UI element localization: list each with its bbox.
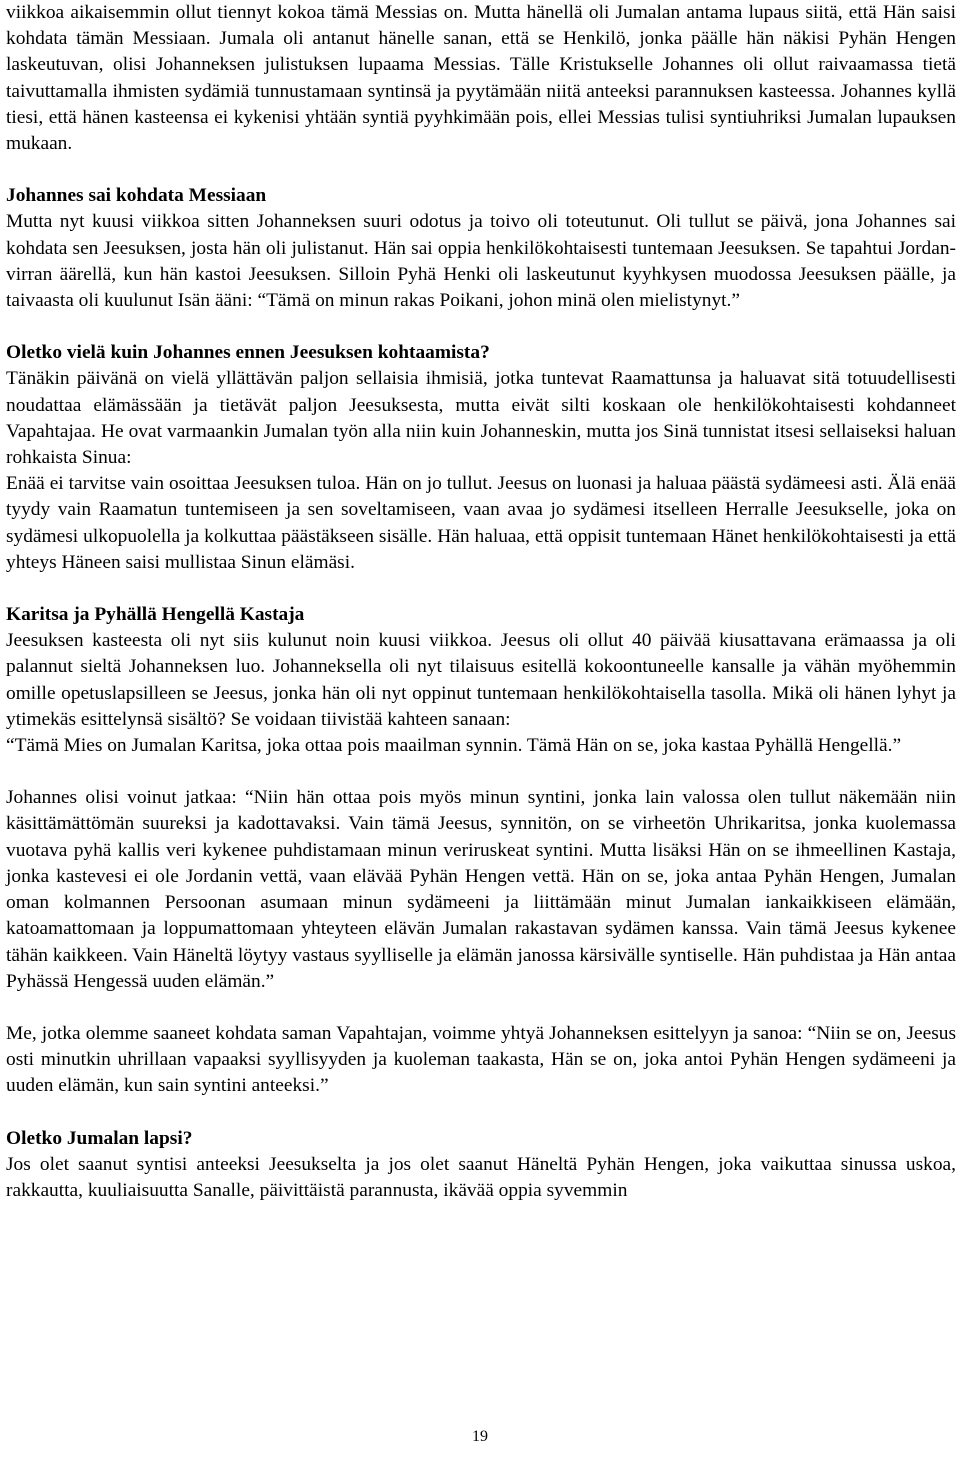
paragraph-enaa-ei-tarvitse: Enää ei tarvitse vain osoittaa Jeesuksen tuloa. Hän on jo tullut. Jeesus on luonasi ja haluaa päästä sydämeesi asti. Älä enää tyydy vain Raamatun tuntemiseen ja sen soveltamiseen, vaan avaa jo sydämesi itselleen Herralle Jeesukselle, joka on sydämesi ulkopuolella ja kolkuttaa päästäkseen sisälle. Hän haluaa, että oppisit tuntemaan Hänet henkilökohtaisesti ja että yhteys Häneen saisi mullistaa Sinun elämäsi. — [6, 473, 956, 573]
page-number: 19 — [472, 1428, 488, 1445]
paragraph-johannes-olisi: Johannes olisi voinut jatkaa: “Niin hän ottaa pois myös minun syntini, jonka lain valossa olen tullut näkemään niin käsittämättömän suureksi ja kadottavaksi. Vain tämä Jeesus, synnitön, on se virheetön Uhrikaritsa, jonka kuolemassa vuotava pyhä kallis veri kykenee puhdistamaan minun veriruskeat syntini. Mutta lisäksi Hän on se ihmeellinen Kastaja, jonka kastevesi ei ole Jordanin vettä, vaan elävää Pyhän Hengen vettä. Hän on se, joka antaa Pyhän Hengen, Jumalan oman kolmannen Persoonan asumaan minun sydämeeni ja liittämään minut Jumalan iankaikkiseen elämään, katoamattomaan ja loppumattomaan yhteyteen elävän Jumalan rakastavan sydämen kanssa. Vain tämä Jeesus kykenee tähän kaikkeen. Vain Häneltä löytyy vastaus syylliselle ja elämän janossa kärsivälle syntiselle. Hän puhdistaa ja Hän antaa Pyhässä Hengessä uuden elämän.” — [6, 787, 956, 992]
document-page — [6, 0, 956, 1204]
paragraph-jeesuksen-kasteesta: Jeesuksen kasteesta oli nyt siis kulunut noin kuusi viikkoa. Jeesus oli ollut 40 päivää kiusattavana erämaassa ja oli palannut sieltä Johanneksen luo. Johanneksella oli nyt tilaisuus esitellä kokoontuneelle kansalle ja vähän myöhemmin omille opetuslapsilleen se Jeesus, jonka hän oli nyt oppinut tuntemaan henkilökohtaisella tasolla. Mikä oli hänen lyhyt ja ytimekäs esittelynsä sisältö? Se voidaan tiivistää kahteen sanaan: — [6, 630, 956, 730]
paragraph-jos-olet-saanut: Jos olet saanut syntisi anteeksi Jeesukselta ja jos olet saanut Häneltä Pyhän Hengen, joka vaikuttaa sinussa uskoa, rakkautta, kuuliaisuutta Sanalle, päivittäistä parannusta, ikävää oppia syvemmin — [6, 1153, 956, 1201]
heading-johannes-sai-kohdata: Johannes sai kohdata Messiaan — [6, 185, 267, 207]
heading-oletko-viela: Oletko vielä kuin Johannes ennen Jeesuksen kohtaamista? — [6, 342, 490, 364]
paragraph-intro: viikkoa aikaisemmin ollut tiennyt kokoa tämä Messias on. Mutta hänellä oli Jumalan antama lupaus siitä, että Hän saisi kohdata tämän Messiaan. Jumala oli antanut hänelle sanan, että se Henkilö, jonka päälle hän näkisi Pyhän Hengen laskeutuvan, olisi Johanneksen julistuksen lupaama Messias. Tälle Kristukselle Johannes oli ollut raivaamassa tietä taivuttamalla ihmisten sydämiä tunnustamaan syntinsä ja pyytämään niitä anteeksi parannuksen kasteessa. Johannes kyllä tiesi, että hänen kasteensa ei kykenisi yhtään syntiä pyyhkimään pois, ellei Messias tulisi syntiuhriksi Jumalan lupauksen mukaan. — [6, 2, 956, 155]
paragraph-me-jotka: Me, jotka olemme saaneet kohdata saman Vapahtajan, voimme yhtyä Johanneksen esittelyyn ja sanoa: “Niin se on, Jeesus osti minutkin uhrillaan vapaaksi syyllisyyden ja kuoleman taakasta, Hän se on, joka antoi Pyhän Hengen sydämeeni ja uuden elämän, kun sain syntini anteeksi.” — [6, 1022, 956, 1097]
heading-oletko-jumalan-lapsi: Oletko Jumalan lapsi? — [6, 1127, 193, 1149]
paragraph-tanakin-paivana: Tänäkin päivänä on vielä yllättävän paljon sellaisia ihmisiä, jotka tuntevat Raamattunsa ja haluavat sitä totuudellisesti noudattaa elämässään ja tietävät paljon Jeesuksesta, mutta eivät silti koskaan ole henkilökohtaisesti kohdanneet Vapahtajaa. He ovat varmaankin Jumalan työn alla niin kuin Johanneskin, mutta jos Sinä tunnistat itsesi sellaiseksi haluan rohkaista Sinua: — [6, 368, 956, 469]
heading-karitsa-ja-kastaja: Karitsa ja Pyhällä Hengellä Kastaja — [6, 604, 305, 626]
paragraph-messiaan-kohtaaminen: Mutta nyt kuusi viikkoa sitten Johanneksen suuri odotus ja toivo oli toteutunut. Oli tullut se päivä, jona Johannes sai kohdata sen Jeesuksen, josta hän oli julistanut. Hän sai oppia henkilökohtaisesti tuntemaan Jeesuksen. Se tapahtui Jordan-virran äärellä, kun hän kastoi Jeesuksen. Silloin Pyhä Henki oli laskeutunut kyyhkysen muodossa Jeesuksen päälle, ja taivaasta oli kuulunut Isän ääni: “Tämä on minun rakas Poikani, johon minä olen mielistynyt.” — [6, 211, 956, 312]
paragraph-quote-karitsa: “Tämä Mies on Jumalan Karitsa, joka ottaa pois maailman synnin. Tämä Hän on se, joka kastaa Pyhällä Hengellä.” — [6, 735, 902, 757]
